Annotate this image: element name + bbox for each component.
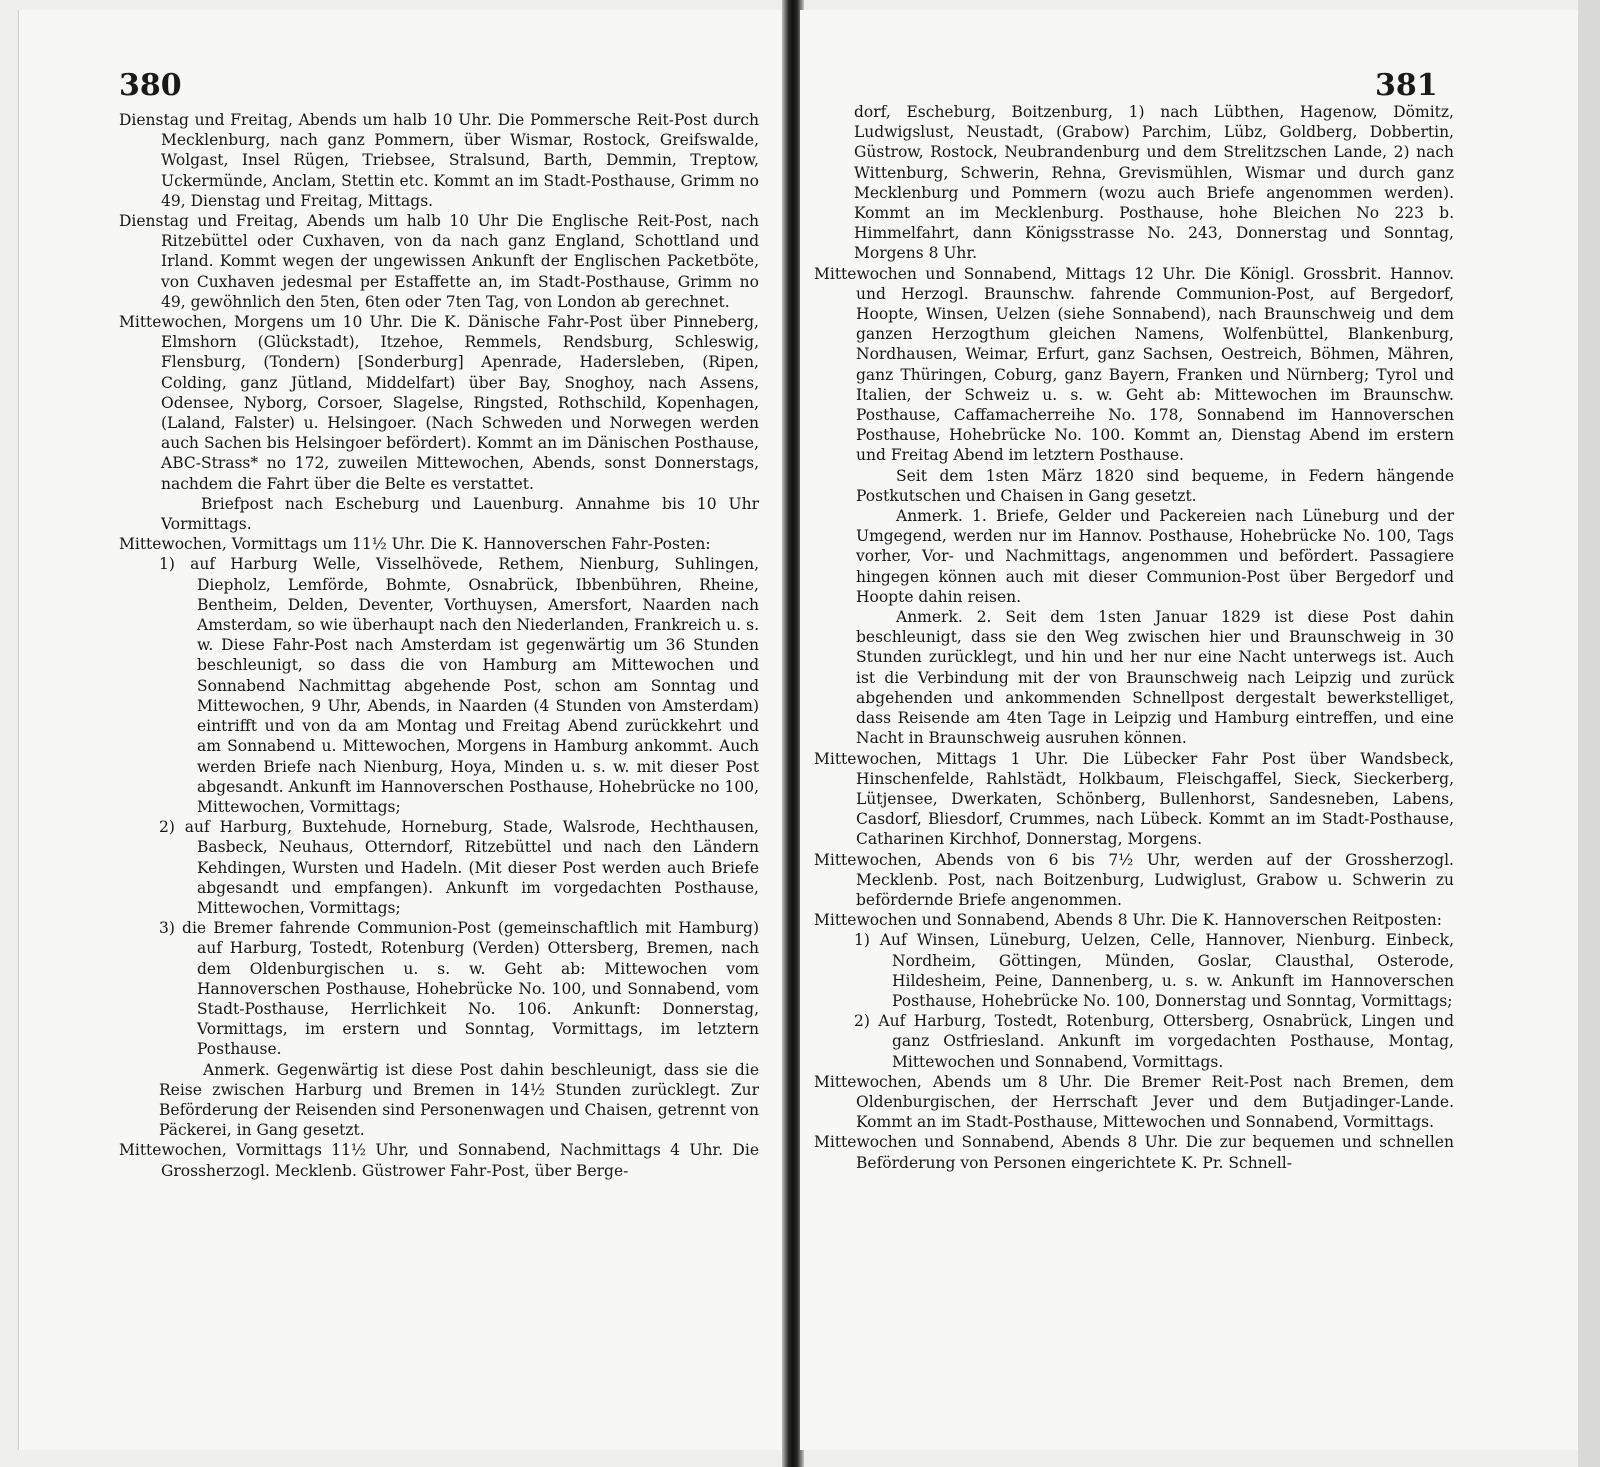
right-page (800, 10, 1580, 1450)
paragraph: Mittewochen, Vormittags 11½ Uhr, und Sonnabend, Nachmittags 4 Uhr. Die Grossherzogl. Mecklenb. Güstrower Fahr-Post, über Berge- (119, 1141, 759, 1180)
note: Anmerk. 2. Seit dem 1sten Januar 1829 ist diese Post dahin beschleunigt, dass sie den Weg zwischen hier und Braunschweig in 30 Stunden zurücklegt, und hin und her nur eine Nacht unterwegs ist. Auch ist die Verbindung mit der von Braunschweig nach Leipzig und zurück abgehenden und ankommenden Schnellpost dergestalt bewerkstelliget, dass Reisende am 4ten Tage in Leipzig und Hamburg eintreffen, und eine Nacht in Braunschweig ausruhen können. (856, 608, 1454, 748)
list-item: 1) Auf Winsen, Lüneburg, Uelzen, Celle, Hannover, Nienburg. Einbeck, Nordheim, Göttingen, Münden, Goslar, Clausthal, Osterode, Hildesheim, Peine, Dannenberg, u. s. w. Ankunft im Hannoverschen Posthause, Hohebrücke No. 100, Donnerstag und Sonntag, Vormittags; (854, 931, 1454, 1010)
paragraph: Mittewochen, Abends um 8 Uhr. Die Bremer Reit-Post nach Bremen, dem Oldenburgischen, der Herrschaft Jever und dem Butjadinger-Lande. Kommt an im Stadt-Posthause, Mittewochen und Sonnabend, Vormittags. (814, 1072, 1454, 1132)
page-edge (1578, 0, 1600, 1467)
paragraph: Mittewochen und Sonnabend, Abends 8 Uhr. Die K. Hannoverschen Reitposten: (814, 911, 1442, 930)
paragraph: Dienstag und Freitag, Abends um halb 10 Uhr. Die Pommersche Reit-Post durch Mecklenburg, nach ganz Pommern, über Wismar, Rostock, Greifswalde, Wolgast, Insel Rügen, Triebsee, Stralsund, Barth, Demmin, Treptow, Uckermünde, Anclam, Stettin etc. Kommt an im Stadt-Posthause, Grimm no 49, Dienstag und Freitag, Mittags. (119, 111, 759, 210)
paragraph: Mittewochen, Morgens um 10 Uhr. Die K. Dänische Fahr-Post über Pinneberg, Elmshorn (Glückstadt), Itzehoe, Remmels, Rendsburg, Schleswig, Flensburg, (Tondern) [Sonderburg] Apenrade, Hadersleben, (Ripen, Colding, ganz Jütland, Middelfart) über Bay, Snoghoy, nach Assens, Odensee, Nyborg, Corsoer, Slagelse, Ringsted, Rothschild, Kopenhagen, (Laland, Falster) u. Helsingoer. (Nach Schweden und Norwegen werden auch Sachen bis Helsingoer befördert). Kommt an im Dänischen Posthause, ABC-Strass* no 172, zuweilen Mittewochen, Abends, sonst Donnerstags, nachdem die Fahrt über die Belte es verstattet. (119, 313, 759, 493)
paragraph: Mittewochen, Abends von 6 bis 7½ Uhr, werden auf der Grossherzogl. Mecklenb. Post, nach Boitzenburg, Ludwiglust, Grabow u. Schwerin zu befördernde Briefe angenommen. (814, 850, 1454, 909)
paragraph: dorf, Escheburg, Boitzenburg, 1) nach Lübthen, Hagenow, Dömitz, Ludwigslust, Neustadt, (Grabow) Parchim, Lübz, Goldberg, Dobbertin, Güstrow, Rostock, Neubrandenburg und dem Strelitzschen Lande, 2) nach Wittenburg, Schwerin, Rehna, Grevismühlen, Wismar und durch ganz Mecklenburg und Pommern (wozu auch Briefe angenommen werden). Kommt an im Mecklenburg. Posthause, hohe Bleichen No 223 b. Himmelfahrt, dann Königsstrasse No. 243, Donnerstag und Sonntag, Morgens 8 Uhr. (854, 103, 1454, 263)
paragraph: Seit dem 1sten März 1820 sind bequeme, in Federn hängende Postkutschen und Chaisen in Gang gesetzt. (856, 466, 1454, 505)
list-item: 2) auf Harburg, Buxtehude, Horneburg, Stade, Walsrode, Hechthausen, Basbeck, Neuhaus, Otterndorf, Ritzebüttel und nach den Ländern Kehdingen, Wursten und Hadeln. (Mit dieser Post werden auch Briefe abgesandt und empfangen). Ankunft im vorgedachten Posthause, Mittewochen, Vormittags; (159, 818, 759, 917)
page-number: 380 (119, 68, 182, 103)
paragraph: Mittewochen, Vormittags um 11½ Uhr. Die K. Hannoverschen Fahr-Posten: (119, 535, 711, 554)
list-item: 3) die Bremer fahrende Communion-Post (gemeinschaftlich mit Hamburg) auf Harburg, Tostedt, Rotenburg (Verden) Ottersberg, Bremen, nach dem Oldenburgischen u. s. w. Geht ab: Mittewochen vom Hannoverschen Posthause, Hohebrücke No. 100, und Sonnabend, vom Stadt-Posthause, Herrlichkeit No. 106. Ankunft: Donnerstag, Vormittags, im erstern und Sonntag, Vormittags, im letztern Posthause. (159, 919, 759, 1059)
note: Anmerk. 1. Briefe, Gelder und Packereien nach Lüneburg und der Umgegend, werden nur im Hannov. Posthause, Hohebrücke No. 100, Tags vorher, Vor- und Nachmittags, angenommen und befördert. Passagiere hingegen können auch mit dieser Communion-Post über Bergedorf und Hoopte dahin reisen. (856, 507, 1454, 606)
left-page (18, 10, 786, 1450)
paragraph: Dienstag und Freitag, Abends um halb 10 Uhr Die Englische Reit-Post, nach Ritzebüttel oder Cuxhaven, von da nach ganz England, Schottland und Irland. Kommt wegen der ungewissen Ankunft der Englischen Packetböte, von Cuxhaven jedesmal per Estaffette an, im Stadt-Posthause, Grimm no 49, gewöhnlich den 5ten, 6ten oder 7ten Tag, von London ab gerechnet. (119, 212, 759, 311)
paragraph: Briefpost nach Escheburg und Lauenburg. Annahme bis 10 Uhr Vormittags. (161, 494, 759, 534)
page-number: 381 (1375, 68, 1438, 103)
page-text (119, 110, 759, 1181)
paragraph: Mittewochen, Mittags 1 Uhr. Die Lübecker Fahr Post über Wandsbeck, Hinschenfelde, Rahlstädt, Holkbaum, Fleischgaffel, Sieck, Sieckerberg, Lütjensee, Dwerkaten, Schönberg, Bullenhorst, Sandesneben, Labens, Casdorf, Bliesdorf, Crummes, nach Lübeck. Kommt an im Stadt-Posthause, Catharinen Kirchhof, Donnerstag, Morgens. (814, 749, 1454, 849)
page-text (814, 102, 1454, 1173)
paragraph: Mittewochen und Sonnabend, Mittags 12 Uhr. Die Königl. Grossbrit. Hannov. und Herzogl. Braunschw. fahrende Communion-Post, auf Bergedorf, Hoopte, Winsen, Uelzen (siehe Sonnabend), nach Braunschweig und dem ganzen Herzogthum gleichen Namens, Wolfenbüttel, Blankenburg, Nordhausen, Weimar, Erfurt, ganz Sachsen, Oestreich, Böhmen, Mähren, ganz Thüringen, Coburg, ganz Bayern, Franken und Nürnberg; Tyrol und Italien, der Schweiz u. s. w. Geht ab: Mittewochen im Braunschw. Posthause, Caffamacherreihe No. 178, Sonnabend im Hannoverschen Posthause, Hohebrücke No. 100. Kommt an, Dienstag Abend im erstern und Freitag Abend im letztern Posthause. (814, 264, 1454, 465)
note: Anmerk. Gegenwärtig ist diese Post dahin beschleunigt, dass sie die Reise zwischen Harburg und Bremen in 14½ Stunden zurücklegt. Zur Beförderung der Reisenden sind Personenwagen und Chaisen, getrennt von Päckerei, in Gang gesetzt. (159, 1060, 759, 1140)
list-item: 2) Auf Harburg, Tostedt, Rotenburg, Ottersberg, Osnabrück, Lingen und ganz Ostfriesland. Ankunft im vorgedachten Posthause, Montag, Mittewochen und Sonnabend, Vormittags. (854, 1012, 1454, 1071)
paragraph: Mittewochen und Sonnabend, Abends 8 Uhr. Die zur bequemen und schnellen Beförderung von Personen eingerichtete K. Pr. Schnell- (814, 1133, 1454, 1172)
list-item: 1) auf Harburg Welle, Visselhövede, Rethem, Nienburg, Suhlingen, Diepholz, Lemförde, Bohmte, Osnabrück, Ibbenbühren, Rheine, Bentheim, Delden, Deventer, Vorthuysen, Amersfort, Naarden nach Amsterdam, so wie überhaupt nach den Niederlanden, Frankreich u. s. w. Diese Fahr-Post nach Amsterdam ist gegenwärtig um 36 Stunden beschleunigt, so dass die von Hamburg am Mittewochen und Sonnabend Nachmittag abgehende Post, schon am Sonntag und Mittewochen, 9 Uhr, Abends, in Naarden (4 Stunden von Amsterdam) eintrifft und von da am Montag und Freitag Abend zurückkehrt und am Sonnabend u. Mittewochen, Morgens in Hamburg ankommt. Auch werden Briefe nach Nienburg, Hoya, Minden u. s. w. mit dieser Post abgesandt. Ankunft im Hannoverschen Posthause, Hohebrücke no 100, Mittewochen, Vormittags; (159, 555, 759, 816)
